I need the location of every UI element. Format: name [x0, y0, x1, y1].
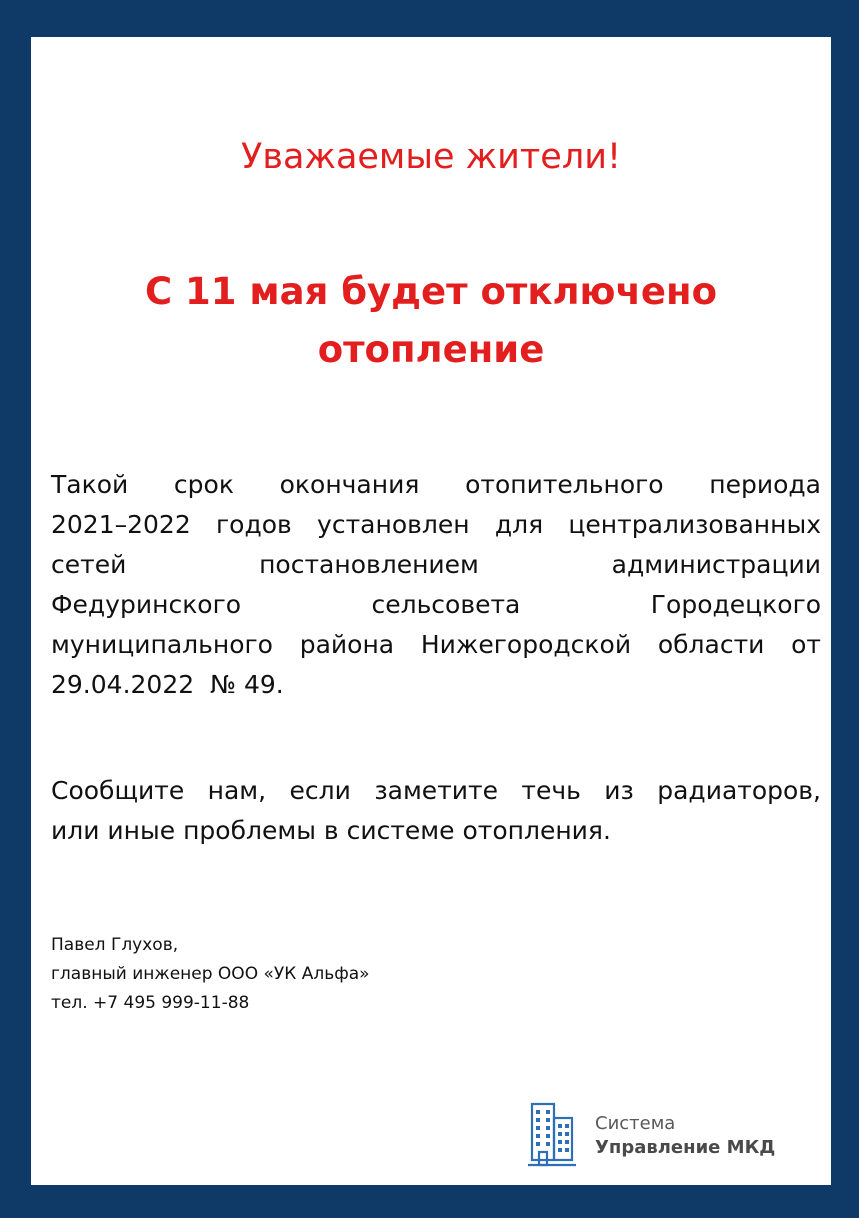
signer-phone: тел. +7 495 999-11-88: [51, 993, 250, 1013]
signer-position: главный инженер ООО «УК Альфа»: [51, 964, 370, 984]
notice-sheet: [31, 37, 831, 1185]
building-icon: [526, 1102, 578, 1168]
brand-line-1: Система: [595, 1113, 676, 1134]
paragraph-line: Такой срок окончания отопительного периода: [51, 470, 821, 499]
headline-line-1: С 11 мая будет отключено: [144, 270, 718, 313]
paragraph-line: муниципального района Нижегородской области от: [51, 630, 821, 659]
brand-logo: [526, 1102, 826, 1172]
signature-block: [51, 931, 370, 1018]
paragraph-line: 2021–2022 годов установлен для централизованных: [51, 510, 821, 539]
brand-name: [595, 1112, 775, 1160]
greeting-heading: Уважаемые жители!: [241, 137, 621, 177]
paragraph-line: или иные проблемы в системе отопления.: [51, 816, 611, 845]
paragraph-line: сетей постановлением администрации: [51, 550, 821, 579]
signer-name: Павел Глухов,: [51, 935, 179, 955]
decree-paragraph: [51, 465, 821, 705]
paragraph-line: 29.04.2022 № 49.: [51, 670, 284, 699]
headline-line-2: отопление: [317, 328, 545, 371]
main-headline: [31, 263, 831, 379]
paragraph-line: Сообщите нам, если заметите течь из радиаторов,: [51, 776, 821, 805]
brand-line-2: Управление МКД: [595, 1137, 776, 1158]
report-paragraph: [51, 771, 821, 851]
paragraph-line: Федуринского сельсовета Городецкого: [51, 590, 821, 619]
